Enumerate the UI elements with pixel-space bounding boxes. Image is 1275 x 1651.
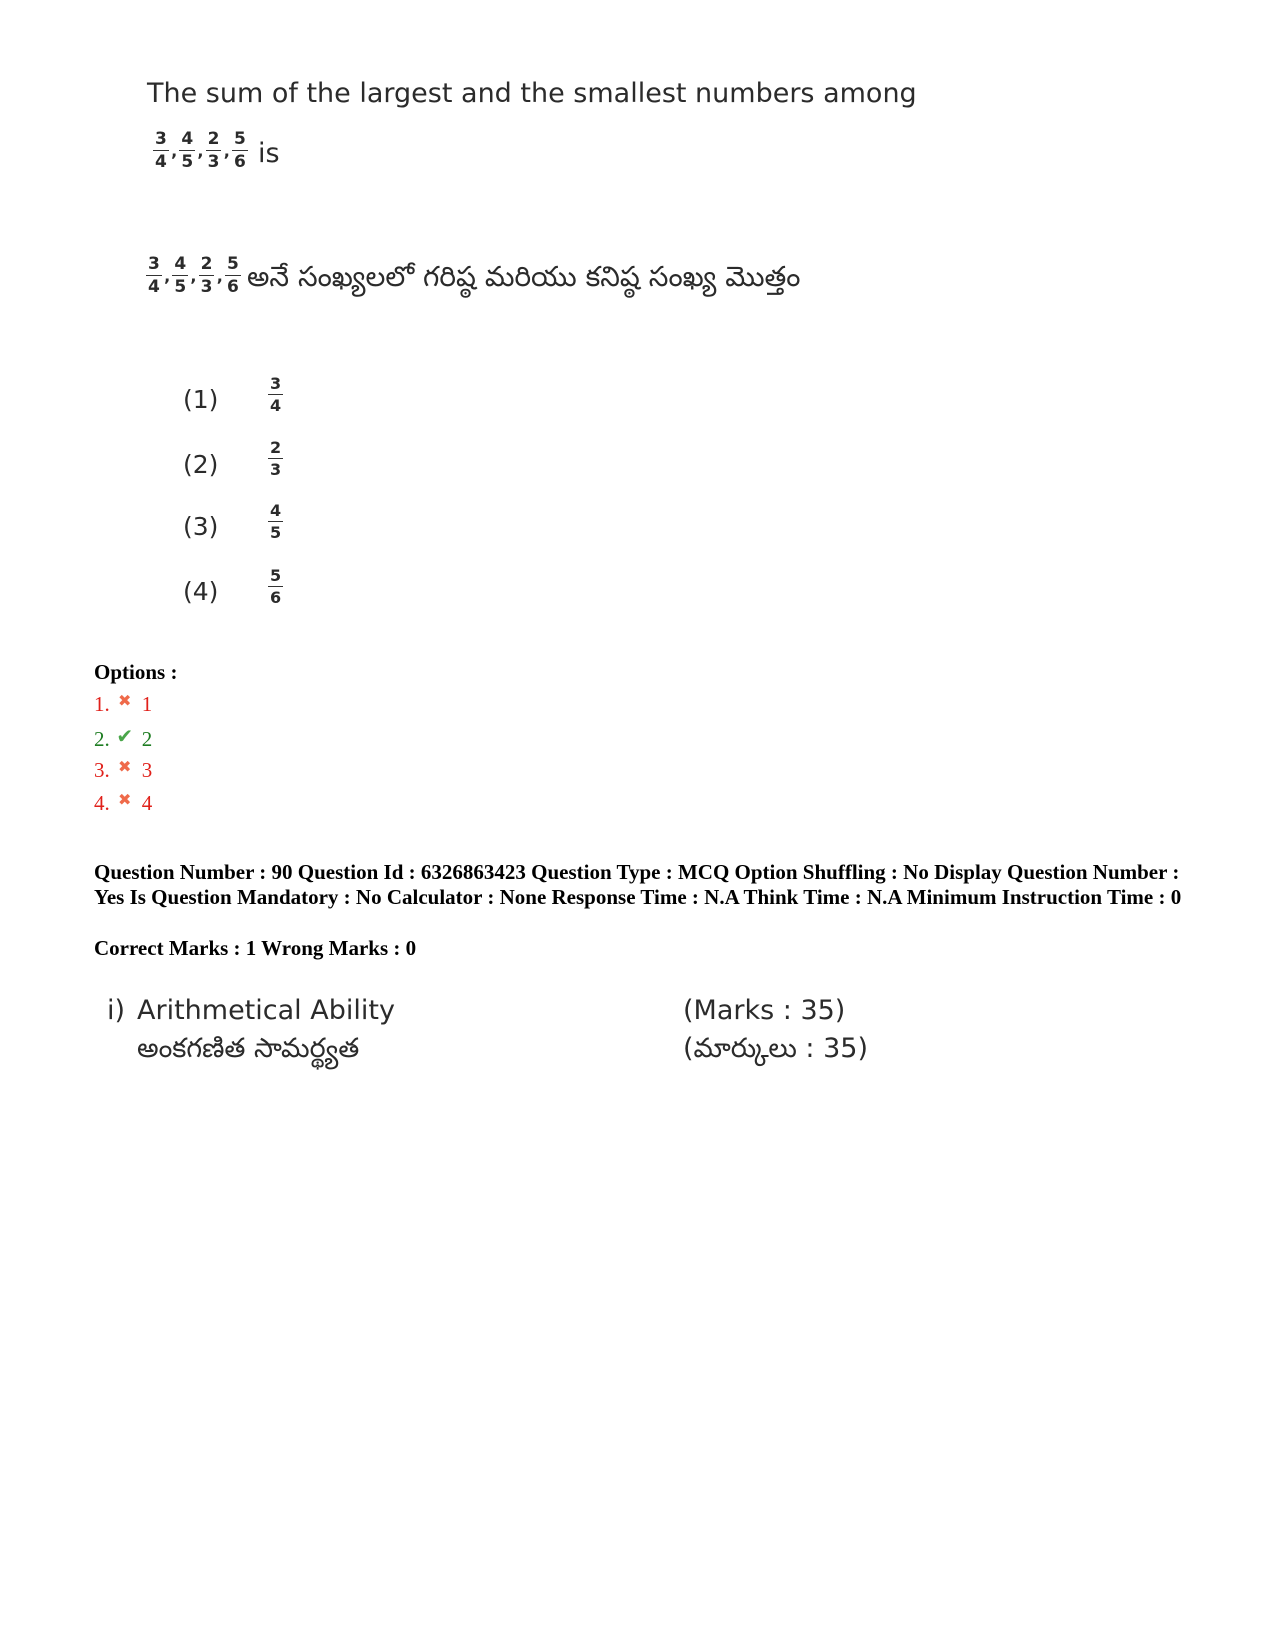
option-index: 2. bbox=[94, 727, 110, 751]
section-marks-en: (Marks : 35) bbox=[683, 995, 846, 1026]
option-value: 3 bbox=[141, 758, 153, 782]
option-index: 3. bbox=[94, 758, 110, 782]
option-index: 1. bbox=[94, 692, 110, 716]
option-value: 2 bbox=[141, 727, 153, 751]
answer-option-label: (4) bbox=[183, 577, 219, 606]
option-item bbox=[94, 757, 152, 783]
answer-option-fraction: $\frac{3}{4}$ bbox=[270, 374, 282, 415]
fraction: $\frac{5}{6}$ bbox=[226, 254, 239, 297]
answer-option-label: (2) bbox=[183, 450, 219, 479]
cross-icon: ✖ bbox=[118, 792, 132, 809]
fraction: $\frac{4}{5}$ bbox=[181, 129, 194, 172]
cross-icon: ✖ bbox=[118, 693, 132, 710]
question-suffix-en: is bbox=[258, 138, 280, 169]
option-index: 4. bbox=[94, 791, 110, 815]
check-icon: ✔ bbox=[116, 726, 134, 748]
fraction: $\frac{5}{6}$ bbox=[233, 129, 246, 172]
fraction: $\frac{2}{3}$ bbox=[200, 254, 213, 297]
question-metadata: Question Number : 90 Question Id : 6326863423 Question Type : MCQ Option Shuffling : No Display Question Number : Yes Is Question Mandatory : No Calculator : None Response Time : N.A Think Time : N.A Minimum Instruction Time : 0 bbox=[94, 860, 1182, 909]
answer-option-fraction: $\frac{4}{5}$ bbox=[270, 501, 282, 542]
option-value: 1 bbox=[141, 692, 153, 716]
marks-info: Correct Marks : 1 Wrong Marks : 0 bbox=[94, 936, 417, 960]
answer-option-fraction: $\frac{2}{3}$ bbox=[270, 438, 282, 479]
fraction: $\frac{2}{3}$ bbox=[207, 129, 220, 172]
option-item bbox=[94, 790, 152, 816]
answer-option-label: (3) bbox=[183, 512, 219, 541]
section-marks-te: (మార్కులు : 35) bbox=[683, 1033, 868, 1064]
options-heading: Options : bbox=[94, 660, 178, 684]
option-value: 4 bbox=[141, 791, 153, 815]
cross-icon: ✖ bbox=[118, 759, 132, 776]
question-text-en: The sum of the largest and the smallest numbers among bbox=[147, 78, 917, 109]
section-title-en: Arithmetical Ability bbox=[137, 995, 395, 1026]
question-text-te: అనే సంఖ్యలలో గరిష్ఠ మరియు కనిష్ఠ సంఖ్య మొత్తం bbox=[247, 260, 801, 293]
answer-option-label: (1) bbox=[183, 385, 219, 414]
fraction: $\frac{3}{4}$ bbox=[155, 129, 167, 172]
option-item bbox=[94, 691, 152, 717]
fraction: $\frac{4}{5}$ bbox=[174, 254, 187, 297]
fraction: $\frac{3}{4}$ bbox=[148, 254, 160, 297]
section-number: i) bbox=[107, 995, 126, 1026]
answer-option-fraction: $\frac{5}{6}$ bbox=[270, 566, 282, 607]
question-fractions-en: $\frac{3}{4}$ ’ $\frac{4}{5}$ ’ $\frac{2}{3}$ ’ $\frac{5}{6}$ bbox=[155, 129, 246, 172]
option-item bbox=[94, 724, 152, 752]
section-title-te: అంకగణిత సామర్థ్యత bbox=[137, 1033, 360, 1064]
question-fractions-te: $\frac{3}{4}$ ’ $\frac{4}{5}$ ’ $\frac{2}{3}$ ’ $\frac{5}{6}$ bbox=[148, 254, 239, 297]
